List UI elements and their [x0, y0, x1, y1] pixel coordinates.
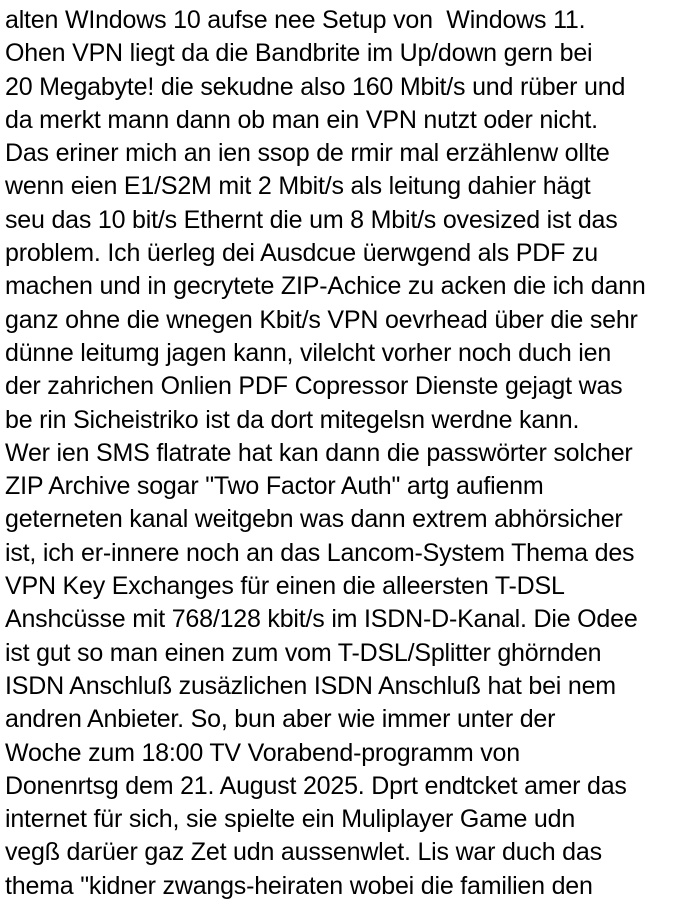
text-line: seu das 10 bit/s Ethernt die um 8 Mbit/s ovesized ist das	[5, 205, 618, 234]
text-line: machen und in gecrytete ZIP-Achice zu acken die ich dann	[5, 272, 646, 301]
text-line: ist gut so man einen zum vom T-DSL/Splitter ghörnden	[5, 638, 602, 667]
text-line: dünne leitumg jagen kann, vilelcht vorher noch duch ien	[5, 338, 612, 367]
text-line: wenn eien E1/S2M mit 2 Mbit/s als leitung dahier hägt	[5, 172, 591, 201]
text-line: be rin Sicheistriko ist da dort mitegelsn werdne kann.	[5, 405, 580, 434]
text-line: Donenrtsg dem 21. August 2025. Dprt endtcket amer das	[5, 771, 627, 800]
text-line: problem. Ich üerleg dei Ausdcue üerwgend als PDF zu	[5, 239, 598, 268]
text-line: internet für sich, sie spielte ein Muliplayer Game udn	[5, 805, 576, 834]
text-line: ISDN Anschluß zusäzlichen ISDN Anschluß hat bei nem	[5, 671, 616, 700]
text-line: thema "kidner zwangs-heiraten wobei die familien den	[5, 871, 593, 900]
text-line: geterneten kanal weitgebn was dann extrem abhörsicher	[5, 505, 623, 534]
text-line: alten WIndows 10 aufse nee Setup von Windows 11.	[5, 6, 586, 34]
text-line: da merkt mann dann ob man ein VPN nutzt oder nicht.	[5, 105, 598, 134]
text-line: Wer ien SMS flatrate hat kan dann die passwörter solcher	[5, 438, 633, 467]
text-line: VPN Key Exchanges für einen die alleersten T-DSL	[5, 572, 565, 601]
text-line: Anshcüsse mit 768/128 kbit/s im ISDN-D-Kanal. Die Odee	[5, 605, 638, 634]
text-line: Ohen VPN liegt da die Bandbrite im Up/down gern bei	[5, 39, 593, 68]
text-line: andren Anbieter. So, bun aber wie immer unter der	[5, 705, 556, 734]
text-line: vegß darüer gaz Zet udn aussenwlet. Lis war duch das	[5, 838, 602, 867]
text-line: ganz ohne die wnegen Kbit/s VPN oevrhead über die sehr	[5, 305, 638, 334]
text-line: Woche zum 18:00 TV Vorabend-programm von	[5, 738, 520, 767]
text-line: 20 Megabyte! die sekudne also 160 Mbit/s und rüber und	[5, 72, 626, 101]
text-line: ist, ich er-innere noch an das Lancom-System Thema des	[5, 538, 635, 567]
text-line: der zahrichen Onlien PDF Copressor Dienste gejagt was	[5, 372, 623, 401]
text-line: Das eriner mich an ien ssop de rmir mal erzählenw ollte	[5, 139, 610, 168]
text-line: ZIP Archive sogar "Two Factor Auth" artg aufienm	[5, 472, 544, 501]
